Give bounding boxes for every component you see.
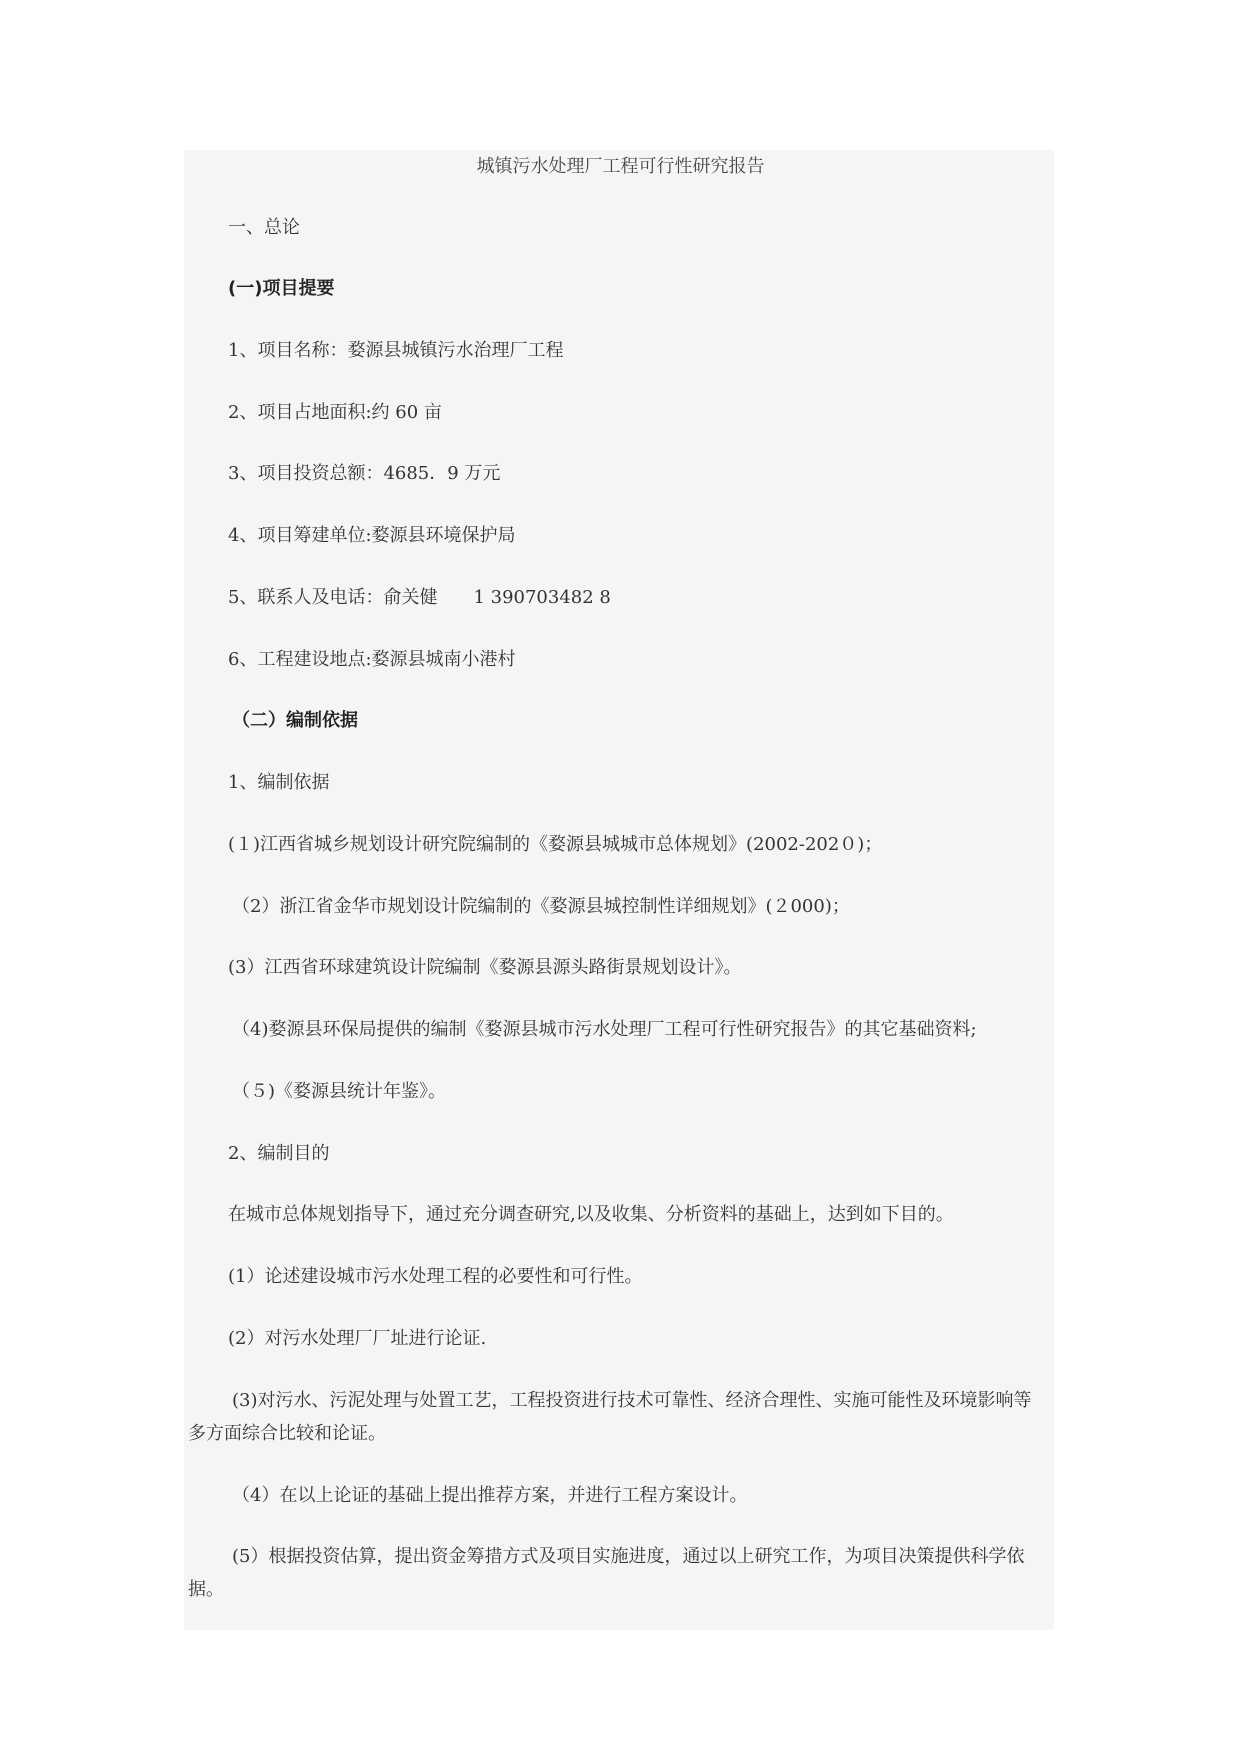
paragraph-purpose-title: 2、编制目的 bbox=[228, 1143, 330, 1164]
paragraph-basis-1: (１)江西省城乡规划设计研究院编制的《婺源县城城市总体规划》(2002-202０)； bbox=[228, 834, 883, 855]
subsection-heading-basis: （二）编制依据 bbox=[232, 710, 358, 731]
paragraph-purpose-5: (5）根据投资估算，提出资金筹措方式及项目实施进度，通过以上研究工作，为项目决策提供科学依据。 bbox=[188, 1546, 1025, 1600]
paragraph-basis-4: （4)婺源县环保局提供的编制《婺源县城市污水处理厂工程可行性研究报告》的其它基础资料; bbox=[232, 1019, 977, 1040]
document-title: 城镇污水处理厂工程可行性研究报告 bbox=[476, 156, 765, 177]
paragraph-purpose-4: （4）在以上论证的基础上提出推荐方案，并进行工程方案设计。 bbox=[232, 1485, 748, 1506]
paragraph-basis-5: （５)《婺源县统计年鉴》。 bbox=[232, 1081, 447, 1102]
paragraph-purpose-2: (2）对污水处理厂厂址进行论证. bbox=[228, 1328, 487, 1349]
paragraph-project-unit: 4、项目筹建单位:婺源县环境保护局 bbox=[228, 525, 516, 546]
paragraph-purpose-1: (1）论述建设城市污水处理工程的必要性和可行性。 bbox=[228, 1266, 643, 1287]
paragraph-basis-2: （2）浙江省金华市规划设计院编制的《婺源县城控制性详细规划》(２000)； bbox=[232, 896, 850, 917]
paragraph-basis-title: 1、编制依据 bbox=[228, 772, 330, 793]
subsection-heading-summary: (一)项目提要 bbox=[228, 278, 335, 299]
paragraph-location: 6、工程建设地点:婺源县城南小港村 bbox=[228, 649, 516, 670]
paragraph-basis-3: (3）江西省环球建筑设计院编制《婺源县源头路街景规划设计》。 bbox=[228, 957, 742, 978]
paragraph-purpose-intro: 在城市总体规划指导下，通过充分调查研究,以及收集、分析资料的基础上，达到如下目的。 bbox=[228, 1204, 954, 1225]
paragraph-purpose-3: (3)对污水、污泥处理与处置工艺，工程投资进行技术可靠性、经济合理性、实施可能性及环境影响等多方面综合比较和论证。 bbox=[188, 1390, 1032, 1444]
section-heading-general: 一、总论 bbox=[228, 217, 300, 238]
paragraph-project-name: 1、项目名称：婺源县城镇污水治理厂工程 bbox=[228, 340, 564, 361]
paragraph-project-area: 2、项目占地面积:约 60 亩 bbox=[228, 402, 442, 423]
paragraph-contact: 5、联系人及电话：俞关健 1 390703482 8 bbox=[228, 587, 611, 608]
paragraph-project-investment: 3、项目投资总额：4685．9 万元 bbox=[228, 463, 501, 484]
